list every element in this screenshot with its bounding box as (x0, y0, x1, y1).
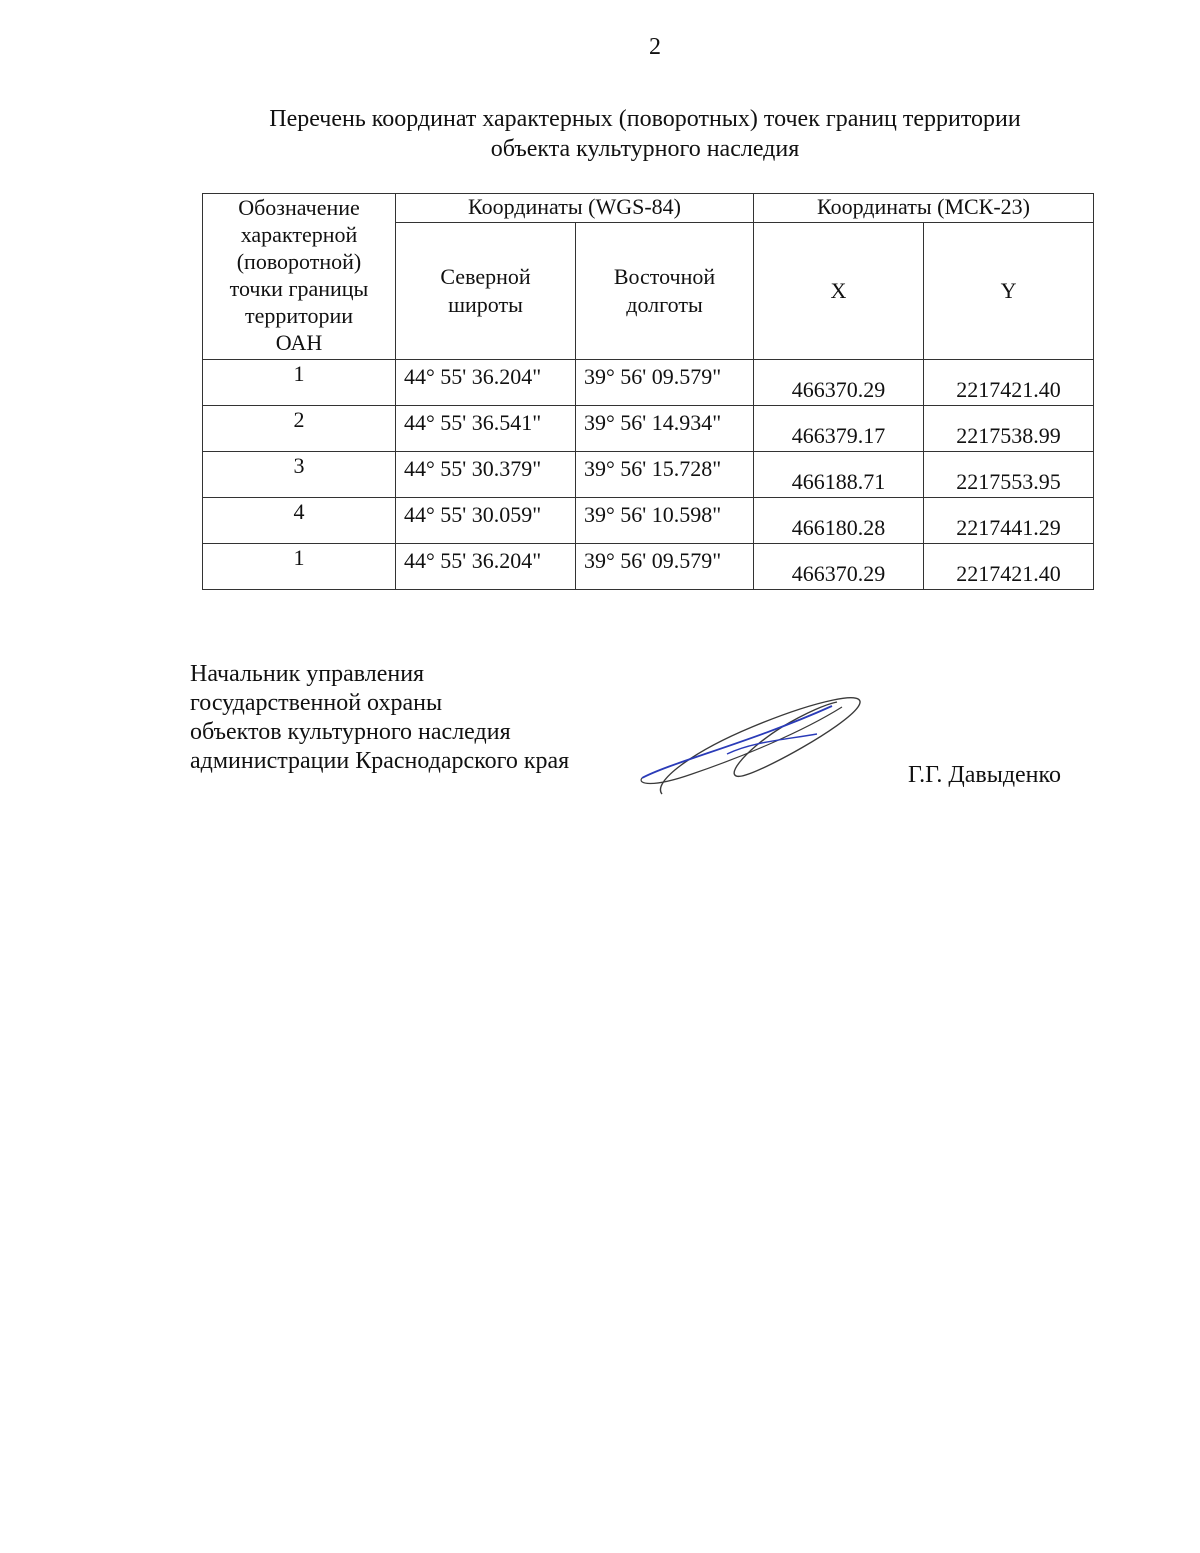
header-point-line: (поворотной) (236, 249, 362, 274)
cell-x: 466379.17 (754, 406, 924, 452)
position-line: объектов культурного наследия (190, 719, 511, 745)
header-x: X (754, 223, 924, 360)
title-line-2: объекта культурного наследия (490, 136, 800, 162)
cell-y: 2217421.40 (924, 360, 1094, 406)
cell-point: 3 (203, 452, 396, 498)
document-title (200, 104, 1090, 164)
handwritten-signature (632, 682, 872, 800)
table-row (203, 360, 1094, 406)
cell-east: 39° 56' 15.728" (576, 452, 754, 498)
cell-north: 44° 55' 36.204" (396, 360, 576, 406)
header-point-line: характерной (240, 222, 358, 247)
cell-x: 466180.28 (754, 498, 924, 544)
cell-y: 2217553.95 (924, 452, 1094, 498)
page-number: 2 (649, 34, 661, 60)
signatory-position (190, 660, 569, 776)
header-north-latitude (396, 223, 576, 360)
cell-east: 39° 56' 09.579" (576, 360, 754, 406)
header-north-line: широты (448, 292, 523, 317)
cell-x: 466188.71 (754, 452, 924, 498)
cell-east: 39° 56' 14.934" (576, 406, 754, 452)
coordinates-table (202, 193, 1094, 590)
header-east-longitude (576, 223, 754, 360)
cell-x: 466370.29 (754, 360, 924, 406)
cell-point: 4 (203, 498, 396, 544)
title-line-1: Перечень координат характерных (поворотных) точек границ территории (269, 106, 1021, 132)
cell-y: 2217421.40 (924, 544, 1094, 590)
header-point-line: территории (244, 303, 354, 328)
header-point-line: точки границы (229, 276, 369, 301)
cell-point: 1 (203, 360, 396, 406)
cell-y: 2217538.99 (924, 406, 1094, 452)
cell-y: 2217441.29 (924, 498, 1094, 544)
cell-point: 1 (203, 544, 396, 590)
header-point-line: ОАН (275, 330, 323, 355)
cell-north: 44° 55' 36.541" (396, 406, 576, 452)
cell-point: 2 (203, 406, 396, 452)
position-line: Начальник управления (190, 661, 425, 687)
table-row (203, 498, 1094, 544)
header-east-line: Восточной (613, 264, 716, 289)
header-east-line: долготы (626, 292, 703, 317)
position-line: администрации Краснодарского края (190, 748, 570, 774)
cell-north: 44° 55' 30.059" (396, 498, 576, 544)
position-line: государственной охраны (190, 690, 443, 716)
header-north-line: Северной (440, 264, 531, 289)
signatory-name: Г.Г. Давыденко (908, 762, 1061, 788)
header-point-line: Обозначение (238, 195, 360, 220)
table-row (203, 452, 1094, 498)
cell-north: 44° 55' 36.204" (396, 544, 576, 590)
cell-x: 466370.29 (754, 544, 924, 590)
table-row (203, 544, 1094, 590)
cell-east: 39° 56' 09.579" (576, 544, 754, 590)
header-y: Y (924, 223, 1094, 360)
header-wgs84: Координаты (WGS-84) (396, 194, 754, 223)
header-point-designation (203, 194, 396, 360)
cell-east: 39° 56' 10.598" (576, 498, 754, 544)
cell-north: 44° 55' 30.379" (396, 452, 576, 498)
table-row (203, 406, 1094, 452)
header-msk23: Координаты (МСК-23) (754, 194, 1094, 223)
